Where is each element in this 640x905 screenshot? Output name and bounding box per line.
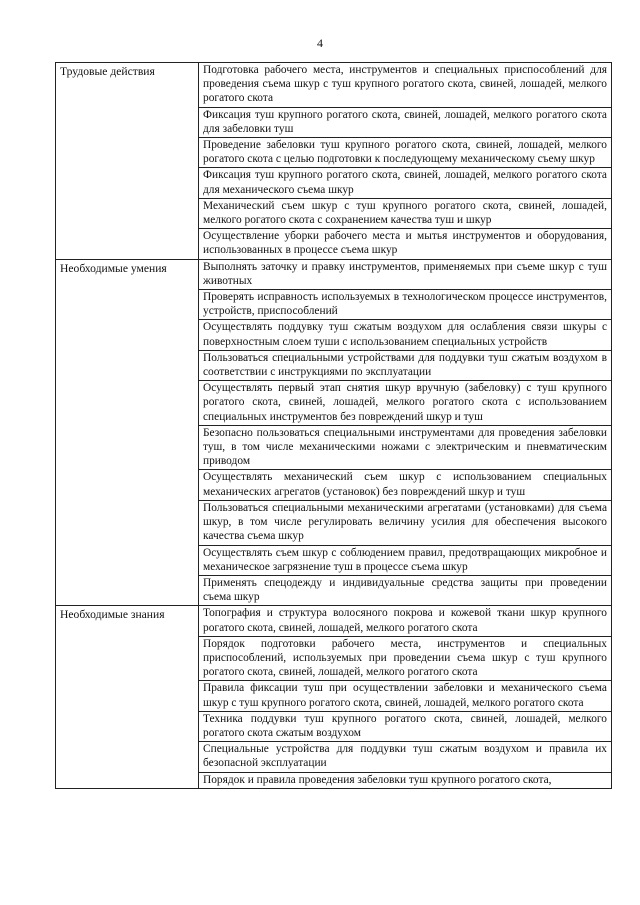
- requirement-item: Проверять исправность используемых в технологическом процессе инструментов, устройств, приспособлений: [199, 290, 612, 320]
- table-row: [56, 259, 612, 289]
- requirement-item: Осуществление уборки рабочего места и мытья инструментов и оборудования, использованных в процессе съема шкур: [199, 229, 612, 259]
- table-row: [56, 606, 612, 636]
- requirement-item: Правила фиксации туш при осуществлении забеловки и механического съема шкур с туш крупного рогатого скота, свиней, лошадей, мелкого рогатого скота: [199, 681, 612, 711]
- category-cell: [56, 63, 199, 260]
- category-label: Необходимые умения: [60, 261, 167, 275]
- requirement-item: Осуществлять съем шкур с соблюдением правил, предотвращающих микробное и механическое загрязнение туш в процессе съема шкур: [199, 545, 612, 575]
- requirement-item: Специальные устройства для поддувки туш сжатым воздухом и правила их безопасной эксплуатации: [199, 742, 612, 772]
- requirement-item: Пользоваться специальными механическими агрегатами (установками) для съема шкур, в том числе регулировать величину усилия для обеспечения высокого качества съема шкур: [199, 500, 612, 545]
- requirements-table: [55, 62, 612, 789]
- requirement-item: Осуществлять механический съем шкур с использованием специальных механических агрегатов (установок) без повреждений шкур и туш: [199, 470, 612, 500]
- requirement-item: Применять спецодежду и индивидуальные средства защиты при проведении съема шкур: [199, 575, 612, 605]
- requirement-item: Фиксация туш крупного рогатого скота, свиней, лошадей, мелкого рогатого скота для механического съема шкур: [199, 168, 612, 198]
- category-cell: [56, 606, 199, 788]
- requirement-item: Топография и структура волосяного покрова и кожевой ткани шкур крупного рогатого скота, свиней, лошадей, мелкого рогатого скота: [199, 606, 612, 636]
- requirement-item: Порядок подготовки рабочего места, инструментов и специальных приспособлений, используемых при проведении съема шкур с туш крупного рогатого скота, свиней, лошадей, мелкого рогатого скота: [199, 636, 612, 681]
- requirement-item: Выполнять заточку и правку инструментов, применяемых при съеме шкур с туш животных: [199, 259, 612, 289]
- requirement-item: Пользоваться специальными устройствами для поддувки туш сжатым воздухом в соответствии с инструкциями по эксплуатации: [199, 350, 612, 380]
- page-number: 4: [317, 36, 323, 50]
- category-label: Трудовые действия: [60, 65, 155, 78]
- table-row: [56, 63, 612, 108]
- requirement-item: Механический съем шкур с туш крупного рогатого скота, свиней, лошадей, мелкого рогатого скота с сохранением качества туш и шкур: [199, 198, 612, 228]
- category-label: Необходимые знания: [60, 608, 165, 622]
- category-cell: [56, 259, 199, 606]
- requirement-item: Порядок и правила проведения забеловки туш крупного рогатого скота,: [199, 772, 612, 788]
- requirement-item: Проведение забеловки туш крупного рогатого скота, свиней, лошадей, мелкого рогатого скота с целью подготовки к последующему механическому съему шкур: [199, 138, 612, 168]
- requirement-item: Фиксация туш крупного рогатого скота, свиней, лошадей, мелкого рогатого скота для забеловки туш: [199, 107, 612, 137]
- requirement-item: Подготовка рабочего места, инструментов и специальных приспособлений для проведения съема шкур с туш крупного рогатого скота, свиней, лошадей, мелкого рогатого скота: [199, 63, 612, 108]
- requirement-item: Безопасно пользоваться специальными инструментами для проведения забеловки туш, в том числе механическими ножами с электрическим и пневматическим приводом: [199, 425, 612, 470]
- requirements-table-body: [56, 63, 612, 789]
- requirement-item: Осуществлять поддувку туш сжатым воздухом для ослабления связи шкуры с поверхностным слоем туши с использованием специальных устройств: [199, 320, 612, 350]
- requirement-item: Техника поддувки туш крупного рогатого скота, свиней, лошадей, мелкого рогатого скота сжатым воздухом: [199, 711, 612, 741]
- requirement-item: Осуществлять первый этап снятия шкур вручную (забеловку) с туш крупного рогатого скота, свиней, лошадей, мелкого рогатого скота с использованием специальных инструментов без повреждений шкур и туш: [199, 381, 612, 426]
